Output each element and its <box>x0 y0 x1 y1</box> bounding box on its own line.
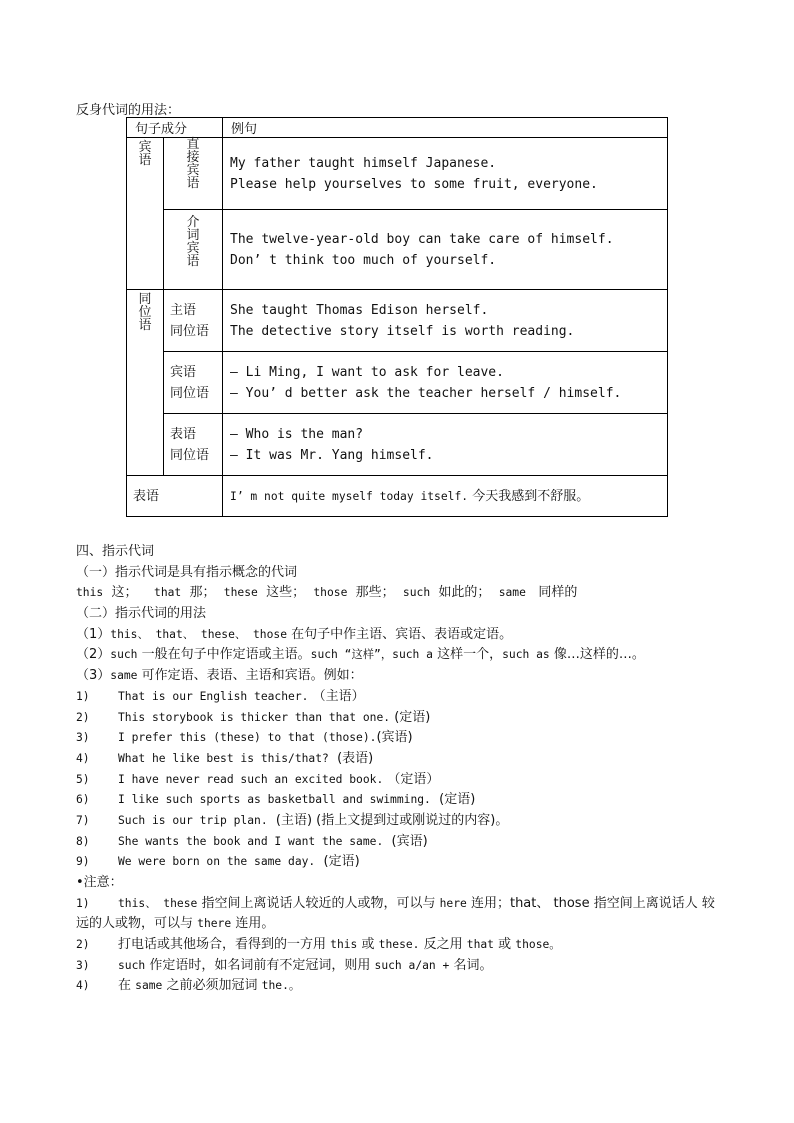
table-row <box>127 290 668 352</box>
list-item: 8) She wants the book and I want the same. (宾语) <box>76 833 428 849</box>
demonstrative-section <box>76 542 726 997</box>
table-row <box>127 414 668 476</box>
table-row <box>127 138 668 210</box>
list-item: 2) This storybook is thicker than that one. (定语) <box>76 709 431 725</box>
example-cell: She taught Thomas Edison herself. The detective story itself is worth reading. <box>223 290 668 352</box>
sub-label-object-appositive: 宾语 同位语 <box>164 352 223 414</box>
usage-2: （2）such 一般在句子中作定语或主语。such “这样”，such a 这样一个，such as 像…这样的…。 <box>76 647 645 663</box>
header-component: 句子成分 <box>127 118 223 138</box>
table-row <box>127 210 668 290</box>
sub-label-subject-appositive: 主语 同位语 <box>164 290 223 352</box>
list-item: 3) I prefer this (these) to that (those).(宾语) <box>76 730 413 746</box>
list-item: 7) Such is our trip plan. (主语) (指上文提到过或刚说过的内容)。 <box>76 812 509 828</box>
note-item: 2) 打电话或其他场合，看得到的一方用 this 或 these. 反之用 that 或 those。 <box>76 937 561 953</box>
label-predicative: 表语 <box>127 476 223 517</box>
group-label-object: 宾 语 <box>127 138 164 290</box>
note-item: 4) 在 same 之前必须加冠词 the.。 <box>76 978 301 994</box>
section-heading: 反身代词的用法： <box>76 103 181 118</box>
header-example: 例句 <box>223 118 668 138</box>
usage-3: （3）same 可作定语、表语、主语和宾语。例如： <box>76 668 363 684</box>
list-item: 6) I like such sports as basketball and swimming. (定语) <box>76 792 476 808</box>
sub-label-direct-object: 直 接 宾 语 <box>164 138 223 210</box>
table-row <box>127 352 668 414</box>
example-cell: My father taught himself Japanese. Please help yourselves to some fruit, everyone. <box>223 138 668 210</box>
example-cell: I’ m not quite myself today itself. 今天我感到不舒服。 <box>223 476 668 517</box>
note-title: •注意： <box>76 875 123 890</box>
sub-heading-2: （二）指示代词的用法 <box>76 606 207 622</box>
example-cell: The twelve-year-old boy can take care of himself. Don’ t think too much of yourself. <box>223 210 668 290</box>
words-line: this 这； that 那； these 这些； those 那些； such 如此的； same 同样的 <box>76 585 578 601</box>
group-label-appositive: 同 位 语 <box>127 290 164 476</box>
list-item: 1) That is our English teacher. （主语） <box>76 688 365 704</box>
usage-1: （1）this、 that、 these、 those 在句子中作主语、宾语、表语或定语。 <box>76 626 513 642</box>
note-item: 3) such 作定语时，如名词前有不定冠词，则用 such a/an + 名词。 <box>76 957 493 973</box>
part-title: 四、指示代词 <box>76 544 155 559</box>
example-cell: — Li Ming, I want to ask for leave. — You’ d better ask the teacher herself / himself. <box>223 352 668 414</box>
example-cell: — Who is the man? — It was Mr. Yang himself. <box>223 414 668 476</box>
list-item: 4) What he like best is this/that? (表语) <box>76 750 374 766</box>
note-item: 1) this、 these 指空间上离说话人较近的人或物，可以与 here 连用；that、 those 指空间上离说话人 较远的人或物，可以与 there 连用。 <box>76 895 715 932</box>
sub-label-predicative-appositive: 表语 同位语 <box>164 414 223 476</box>
reflexive-usage-table <box>126 117 668 517</box>
list-item: 9) We were born on the same day. (定语) <box>76 854 360 870</box>
table-row <box>127 476 668 517</box>
table-header-row <box>127 118 668 138</box>
sub-label-prep-object: 介 词 宾 语 <box>164 210 223 290</box>
list-item: 5) I have never read such an excited book. （定语） <box>76 771 440 787</box>
sub-heading-1: （一）指示代词是具有指示概念的代词 <box>76 564 298 580</box>
